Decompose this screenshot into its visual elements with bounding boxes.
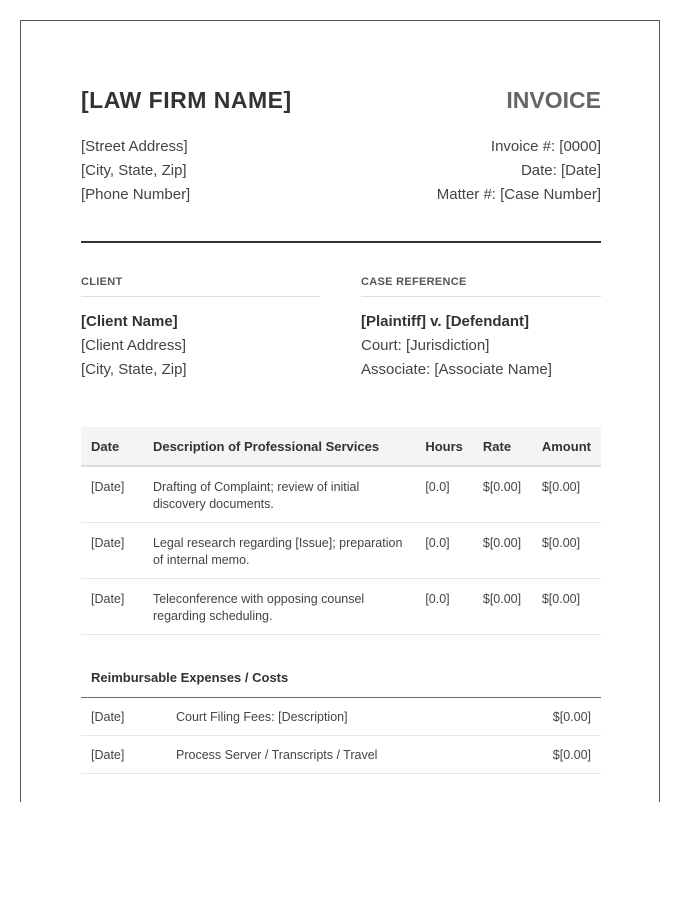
service-description: Teleconference with opposing counsel regarding scheduling. (143, 579, 415, 635)
header-divider (81, 241, 601, 243)
expenses-table (81, 698, 601, 774)
service-date: [Date] (81, 523, 143, 579)
service-amount: $[0.00] (532, 466, 601, 523)
services-header-row (81, 427, 601, 466)
service-date: [Date] (81, 579, 143, 635)
service-amount: $[0.00] (532, 523, 601, 579)
table-row (81, 523, 601, 579)
case-block (361, 310, 552, 382)
service-description: Legal research regarding [Issue]; preparation of internal memo. (143, 523, 415, 579)
client-block (81, 310, 187, 382)
firm-city: [City, State, Zip] (81, 162, 187, 179)
expense-amount: $[0.00] (510, 736, 601, 774)
case-parties: [Plaintiff] v. [Defendant] (361, 313, 530, 330)
service-hours: [0.0] (415, 523, 473, 579)
service-rate: $[0.00] (473, 579, 532, 635)
table-row (81, 736, 601, 774)
column-header-description: Description of Professional Services (143, 427, 415, 466)
service-date: [Date] (81, 466, 143, 523)
invoice-title: INVOICE (506, 87, 601, 113)
table-row (81, 698, 601, 736)
firm-phone: [Phone Number] (81, 186, 191, 203)
matter-number: Matter #: [Case Number] (436, 186, 601, 203)
service-amount: $[0.00] (532, 579, 601, 635)
expense-date: [Date] (81, 698, 166, 736)
column-header-hours: Hours (415, 427, 473, 466)
client-heading: CLIENT (81, 276, 320, 297)
firm-street: [Street Address] (81, 138, 188, 155)
column-header-rate: Rate (473, 427, 532, 466)
column-header-date: Date (81, 427, 143, 466)
invoice-number: Invoice #: [0000] (490, 138, 601, 155)
invoice-date: Date: [Date] (520, 162, 601, 179)
column-header-amount: Amount (532, 427, 601, 466)
table-row (81, 579, 601, 635)
case-court: Court: [Jurisdiction] (361, 337, 490, 354)
service-hours: [0.0] (415, 466, 473, 523)
expense-date: [Date] (81, 736, 166, 774)
client-name: [Client Name] (81, 313, 178, 330)
firm-name: [LAW FIRM NAME] (81, 87, 292, 113)
firm-address (81, 135, 190, 207)
case-heading: CASE REFERENCE (361, 276, 601, 297)
expense-description: Process Server / Transcripts / Travel (166, 736, 510, 774)
service-hours: [0.0] (415, 579, 473, 635)
expenses-title: Reimbursable Expenses / Costs (91, 670, 289, 685)
expense-amount: $[0.00] (510, 698, 601, 736)
case-associate: Associate: [Associate Name] (361, 361, 552, 378)
service-description: Drafting of Complaint; review of initial discovery documents. (143, 466, 415, 523)
client-address: [Client Address] (81, 337, 187, 354)
service-rate: $[0.00] (473, 523, 532, 579)
invoice-meta (437, 135, 601, 207)
client-city: [City, State, Zip] (81, 361, 187, 378)
invoice-page (20, 20, 660, 802)
services-table (81, 427, 601, 635)
expense-description: Court Filing Fees: [Description] (166, 698, 510, 736)
service-rate: $[0.00] (473, 466, 532, 523)
table-row (81, 466, 601, 523)
